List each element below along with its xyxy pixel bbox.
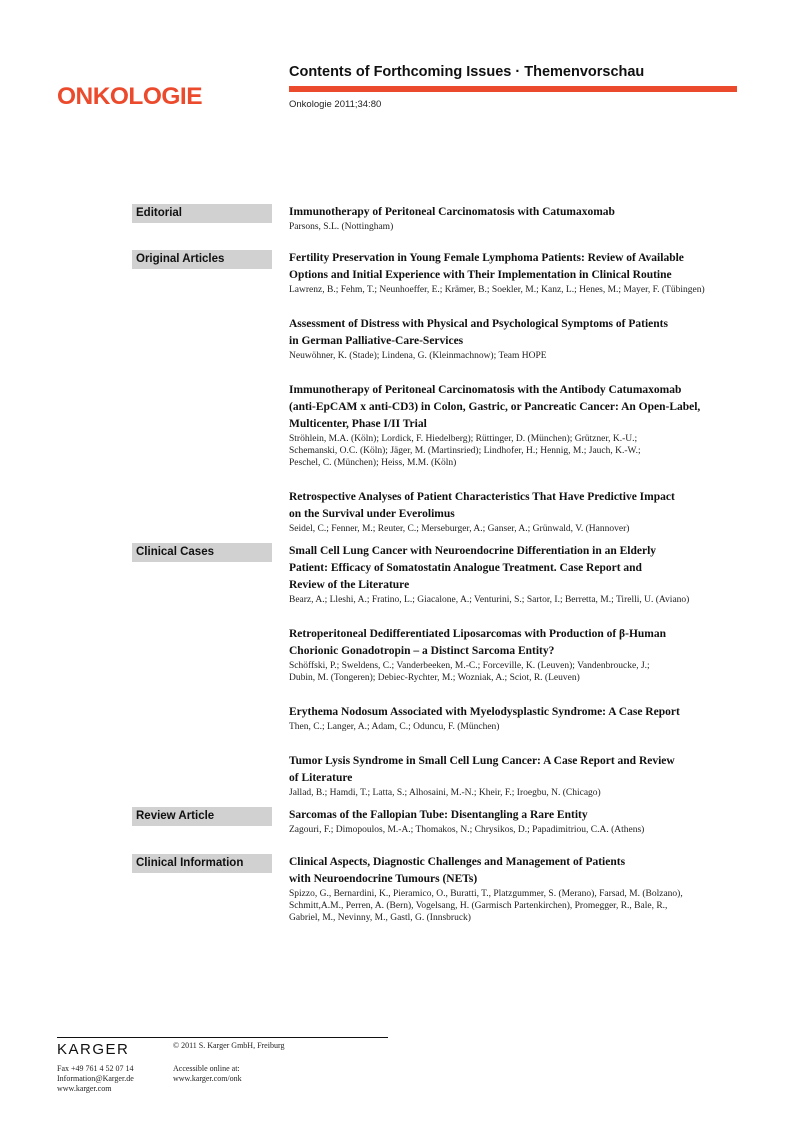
footer-divider [57,1037,388,1038]
article-authors: Then, C.; Langer, A.; Adam, C.; Oduncu, F. (München) [289,722,500,732]
article [289,489,749,535]
article-authors: Lawrenz, B.; Fehm, T.; Neunhoeffer, E.; Krämer, B.; Soekler, M.; Kanz, L.; Henes, M.; Mayer, F. (Tübingen) [289,285,705,295]
article [289,543,749,606]
article [289,807,749,836]
page-title: Contents of Forthcoming Issues · Themenvorschau [289,64,645,80]
online-access [173,1064,242,1084]
section-label: Original Articles [132,250,272,269]
website-link[interactable]: www.karger.com [57,1084,112,1093]
article-title: Retroperitoneal Dedifferentiated Liposarcomas with Production of β-Human Chorionic Gonadotropin – a Distinct Sarcoma Entity? [289,628,667,657]
article-title: Immunotherapy of Peritoneal Carcinomatosis with Catumaxomab [289,206,615,218]
article [289,382,749,469]
article [289,250,749,296]
article [289,316,749,362]
fax-number: Fax +49 761 4 52 07 14 [57,1064,134,1073]
article-authors: Bearz, A.; Lleshi, A.; Fratino, L.; Giacalone, A.; Venturini, S.; Sartor, I.; Berretta, M.; Tirelli, U. (Aviano) [289,595,690,605]
article-authors: Parsons, S.L. (Nottingham) [289,222,394,232]
section-label: Editorial [132,204,272,223]
publisher-contact [57,1064,134,1094]
article-authors: Schöffski, P.; Sweldens, C.; Vanderbeeken, M.-C.; Forceville, K. (Leuven); Vandenbroucke, J.; Dubin, M. (Tongeren); Debiec-Rychter, M.; Wozniak, A.; Sciot, R. (Leuven) [289,661,650,683]
article-authors: Jallad, B.; Hamdi, T.; Latta, S.; Alhosaini, M.-N.; Kheir, F.; Iroegbu, N. (Chicago) [289,788,601,798]
article-authors: Seidel, C.; Fenner, M.; Reuter, C.; Merseburger, A.; Ganser, A.; Grünwald, V. (Hannover) [289,524,630,534]
article [289,204,749,233]
article-authors: Neuwöhner, K. (Stade); Lindena, G. (Kleinmachnow); Team HOPE [289,351,547,361]
article [289,753,749,799]
article-title: Tumor Lysis Syndrome in Small Cell Lung Cancer: A Case Report and Review of Literature [289,755,675,784]
article-title: Small Cell Lung Cancer with Neuroendocrine Differentiation in an Elderly Patient: Efficacy of Somatostatin Analogue Treatment. Case Report and Review of the Literature [289,545,657,591]
article-title: Assessment of Distress with Physical and Psychological Symptoms of Patients in German Palliative-Care-Services [289,318,668,347]
email-link[interactable]: Information@Karger.de [57,1074,134,1083]
onkologie-logo: ONKOLOGIE [57,83,203,110]
journal-citation: Onkologie 2011;34:80 [289,99,382,110]
article [289,626,749,684]
article [289,854,749,924]
header-accent-bar [289,86,737,92]
section-label: Clinical Cases [132,543,272,562]
online-access-label: Accessible online at: [173,1064,240,1073]
article-authors: Spizzo, G., Bernardini, K., Pieramico, O., Buratti, T., Platzgummer, S. (Merano), Farsad, M. (Bolzano), Schmitt,A.M., Perren, A. (Bern), Vogelsang, H. (Garmisch Partenkirchen), Promegger, R., Bale, R., Gabriel, M., Nevinny, M., Gastl, G. (Innsbruck) [289,889,683,923]
section-label: Review Article [132,807,272,826]
section-label: Clinical Information [132,854,272,873]
article-authors: Ströhlein, M.A. (Köln); Lordick, F. Hiedelberg); Rüttinger, D. (München); Grützner, K.-U.; Schemanski, O.C. (Köln); Jäger, M. (Martinsried); Lindhofer, H.; Hennig, M.; Jauch, K.-W.; Peschel, C. (München); Heiss, M.M. (Köln) [289,434,641,468]
article-title: Fertility Preservation in Young Female Lymphoma Patients: Review of Available Options and Initial Experience with Their Implementation in Clinical Routine [289,252,684,281]
article-title: Sarcomas of the Fallopian Tube: Disentangling a Rare Entity [289,809,588,821]
article-title: Immunotherapy of Peritoneal Carcinomatosis with the Antibody Catumaxomab (anti-EpCAM x anti-CD3) in Colon, Gastric, or Pancreatic Cancer: An Open-Label, Multicenter, Phase I/II Trial [289,384,701,430]
karger-logo: KARGER [57,1041,130,1058]
article [289,704,749,733]
article-title: Clinical Aspects, Diagnostic Challenges and Management of Patients with Neuroendocrine Tumours (NETs) [289,856,626,885]
article-title: Retrospective Analyses of Patient Characteristics That Have Predictive Impact on the Survival under Everolimus [289,491,675,520]
article-title: Erythema Nodosum Associated with Myelodysplastic Syndrome: A Case Report [289,706,680,718]
copyright-notice: © 2011 S. Karger GmbH, Freiburg [173,1041,285,1050]
online-access-link[interactable]: www.karger.com/onk [173,1074,242,1083]
article-authors: Zagouri, F.; Dimopoulos, M.-A.; Thomakos, N.; Chrysikos, D.; Papadimitriou, C.A. (Athens) [289,825,645,835]
